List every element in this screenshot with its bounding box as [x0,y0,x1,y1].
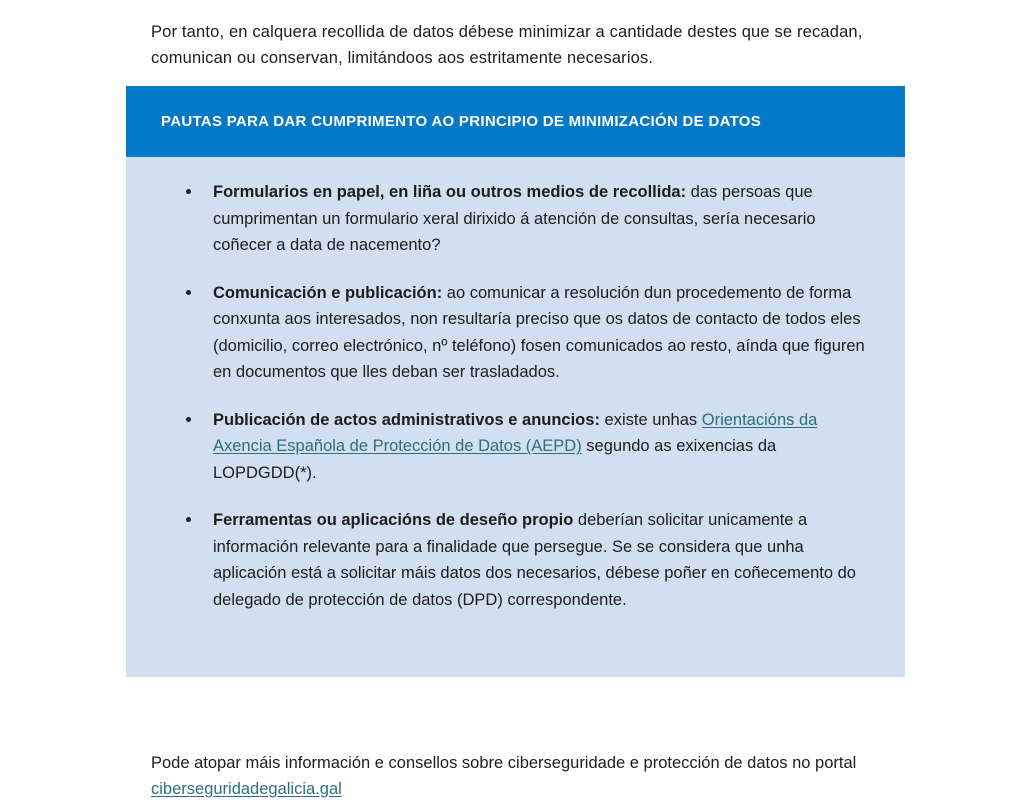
callout-header-banner [126,86,905,157]
bullet-dot-icon [186,417,191,422]
bullet-body-text: ao comunicar a resolución dun procedemento de forma conxunta aos interesados, non resultaría preciso que os datos de contacto de todos eles (domicilio, correo electrónico, nº teléfono) fosen comunicados ao resto, aínda que figuren en documentos que lles deban ser trasladados. [213,283,865,381]
callout-header-title: PAUTAS PARA DAR CUMPRIMENTO AO PRINCIPIO DE MINIMIZACIÓN DE DATOS [161,113,762,130]
bullet-lead-text: Publicación de actos administrativos e anuncios: [213,410,600,429]
callout-body [126,157,905,677]
bullet-body-text: deberían solicitar unicamente a información relevante para a finalidade que persegue. Se se considera que unha aplicación está a solicitar máis datos dos necesarios, débese poñer en coñecemento do delegado de protección de datos (DPD) correspondente. [213,511,856,609]
bullet-body-text: das persoas que cumprimentan un formulario xeral dirixido á atención de consultas, sería necesario coñecer a data de nacemento? [213,183,816,254]
list-item [126,179,905,259]
bullet-lead-text: Ferramentas ou aplicacións de deseño propio [213,511,574,529]
bullet-dot-icon [186,517,191,522]
aepd-guidelines-link[interactable]: Orientacións da Axencia Española de Protección de Datos (AEPD) [213,410,818,455]
list-item [126,507,905,613]
ciberseguridadegalicia-link[interactable]: ciberseguridadegalicia.gal [151,779,342,798]
footer-text: Pode atopar máis información e consellos sobre ciberseguridade e protección de datos no portal [151,753,857,772]
list-item [126,280,905,386]
guidelines-callout-box [126,86,905,677]
list-item [126,407,905,487]
bullet-lead-text: Formularios en papel, en liña ou outros medios de recollida: [213,183,687,201]
intro-paragraph: Por tanto, en calquera recollida de datos débese minimizar a cantidade destes que se recadan, comunican ou conservan, limitándoos aos estritamente necesarios. [151,22,863,67]
bullet-body-text-before-link: existe unhas [599,410,702,429]
guidelines-bullet-list [126,179,905,613]
bullet-dot-icon [186,290,191,295]
bullet-body-text-after-link: segundo as exixencias da LOPDGDD(*). [213,437,777,482]
bullet-lead-text: Comunicación e publicación: [213,283,443,302]
bullet-dot-icon [186,189,191,194]
footer-paragraph [151,750,875,802]
